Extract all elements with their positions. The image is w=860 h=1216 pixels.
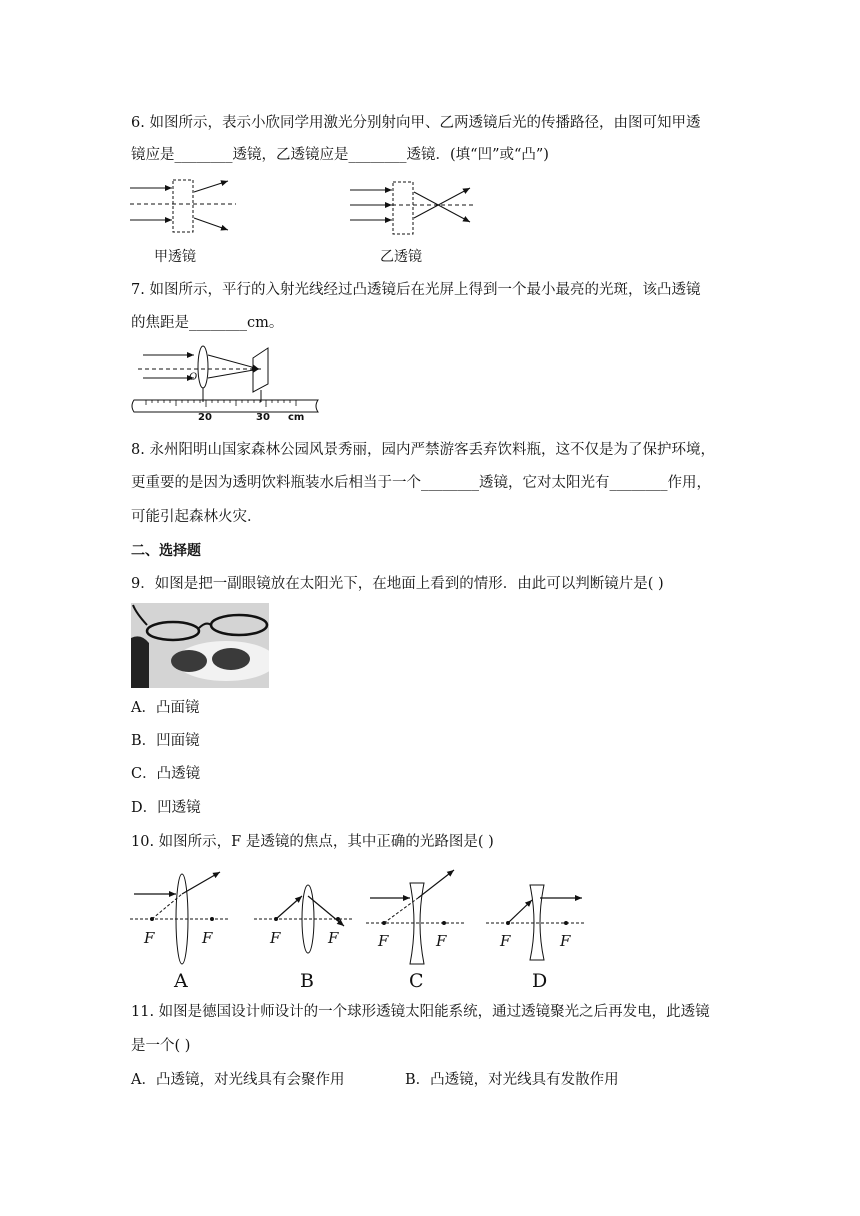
q7-tick-20: 20 — [198, 412, 212, 423]
q10-figure-a — [128, 866, 238, 991]
q10-d-f-right: F — [560, 932, 571, 950]
q10-d-f-left: F — [500, 932, 511, 950]
q7-tick-30: 30 — [256, 412, 270, 423]
q9-option-b: B．凹面镜 — [131, 733, 200, 749]
q7-o-label: O — [189, 372, 198, 383]
q11-stem-line1: 11. 如图是德国设计师设计的一个球形透镜太阳能系统，通过透镜聚光之后再发电，此透镜 — [131, 1004, 710, 1020]
q11-option-a: A．凸透镜，对光线具有会聚作用 — [131, 1072, 345, 1088]
q6-label-yi: 乙透镜 — [380, 249, 422, 265]
q7-figure-ruler-lens — [128, 344, 328, 424]
q10-d-letter: D — [532, 970, 548, 992]
q9-glasses-photo — [131, 603, 269, 688]
q7-stem-line2: 的焦距是________cm。 — [131, 315, 284, 331]
q9-stem: 9．如图是把一副眼镜放在太阳光下，在地面上看到的情形．由此可以判断镜片是( ) — [131, 576, 664, 592]
q8-stem-line1: 8. 永州阳明山国家森林公园风景秀丽，园内严禁游客丢弃饮料瓶，这不仅是为了保护环境， — [131, 442, 715, 458]
q10-figure-b — [252, 866, 362, 991]
q10-b-f-left: F — [270, 929, 281, 947]
q6-label-jia: 甲透镜 — [154, 249, 196, 265]
q10-a-f-left: F — [144, 929, 155, 947]
q10-a-f-right: F — [202, 929, 213, 947]
q11-stem-line2: 是一个( ) — [131, 1038, 191, 1054]
q8-stem-line3: 可能引起森林火灾． — [131, 509, 262, 525]
q11-option-b: B．凸透镜，对光线具有发散作用 — [405, 1072, 619, 1088]
q6-stem-line2: 镜应是________透镜，乙透镜应是________透镜．(填“凹”或“凸”) — [131, 147, 549, 163]
section-title-choice: 二、选择题 — [131, 543, 201, 559]
q10-stem: 10. 如图所示，F 是透镜的焦点，其中正确的光路图是( ) — [131, 834, 494, 850]
q10-b-f-right: F — [328, 929, 339, 947]
q9-option-c: C．凸透镜 — [131, 766, 201, 782]
q6-figure-yi — [348, 178, 478, 240]
q10-c-f-left: F — [378, 932, 389, 950]
q10-figure-d — [484, 866, 594, 991]
q8-stem-line2: 更重要的是因为透明饮料瓶装水后相当于一个________透镜，它对太阳光有________作用， — [131, 475, 711, 491]
q9-option-a: A．凸面镜 — [131, 700, 200, 716]
q10-b-letter: B — [300, 970, 314, 992]
q7-unit-cm: cm — [288, 412, 305, 423]
q6-stem-line1: 6. 如图所示，表示小欣同学用激光分别射向甲、乙两透镜后光的传播路径，由图可知甲透 — [131, 115, 701, 131]
q10-a-letter: A — [174, 970, 188, 992]
q10-c-f-right: F — [436, 932, 447, 950]
q10-figure-c — [364, 866, 474, 991]
q10-c-letter: C — [409, 970, 424, 992]
q9-option-d: D．凹透镜 — [131, 800, 201, 816]
q7-stem-line1: 7. 如图所示，平行的入射光线经过凸透镜后在光屏上得到一个最小最亮的光斑，该凸透镜 — [131, 282, 701, 298]
q6-figure-jia — [128, 178, 238, 240]
